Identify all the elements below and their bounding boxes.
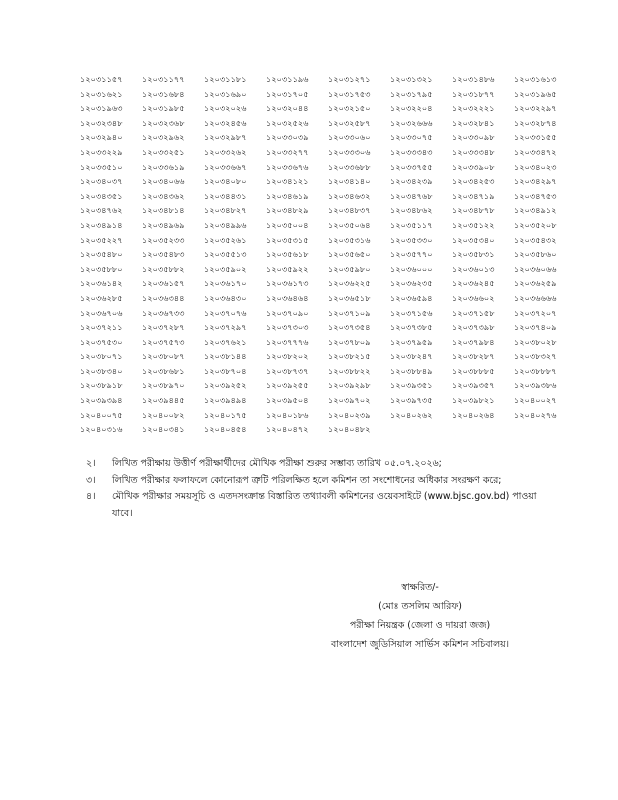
roll-number-cell: ১২০৩৮০৭১ [80,351,123,362]
roll-number-cell: ১২০৩২২০৪ [390,103,433,114]
roll-number-cell: ১২০৩৬০৬৬ [514,263,557,274]
table-row [80,262,576,277]
roll-number-cell: ১২০৩৫৮৮০ [80,263,123,274]
roll-number-cell: ১২০৩৩২৫১ [142,146,185,157]
roll-number-cell [452,422,514,437]
roll-number-cell: ১২০৩৪১২১ [266,176,309,187]
roll-number-cell: ১২০৩৮৮৮৭ [514,365,557,376]
roll-number-cell: ১২০৩৬৫১৮ [328,292,371,303]
roll-number-cell: ১২০৩৭১৫৮ [452,307,495,318]
roll-number-cell: ১২০৩৪৩৫১ [80,190,123,201]
roll-number-cell: ১২০৩৪৭৫৩ [514,190,557,201]
roll-number-cell: ১২০৩৫১২২ [452,219,495,230]
roll-number-cell: ১২০৩৩৬৮৮ [328,161,371,172]
roll-number-cell: ১২০৩৬৬০২ [452,292,495,303]
roll-number-cell: ১২০৩৪৭৬২ [80,205,123,216]
roll-number-cell: ১২০৩১৯৮৫ [142,103,185,114]
table-row [80,101,576,116]
roll-number-cell: ১২০৩৪০৩৭ [80,176,123,187]
table-row [80,408,576,423]
roll-number-cell: ১২০৩২৯৪০ [80,132,123,143]
roll-number-cell: ১২০৩২৯৬২ [142,132,185,143]
roll-number-cell: ১২০৩৯২৯৮ [328,380,371,391]
note-item [86,473,556,490]
roll-number-cell: ১২০৩৬৭৩৩ [142,307,185,318]
roll-number-cell: ১২০৩৪৯৯৬ [204,219,247,230]
note-item [86,456,556,473]
roll-number-cell: ১২০৩৫৭৭০ [390,249,433,260]
roll-number-cell: ১২০৩১১৭৭ [142,74,185,84]
roll-number-cell: ১২০৩৬০১৩ [452,263,495,274]
table-row [80,378,576,393]
roll-number-cell: ১২০৩৭১০৯ [328,307,371,318]
notes-section [86,456,556,522]
roll-number-cell: ১২০৩৮২৮৭ [452,351,495,362]
roll-number-cell: ১২০৩৪০৮০ [204,176,247,187]
roll-number-cell: ১২০৩২৬৬৬ [390,117,433,128]
roll-number-cell: ১২০৩৭২১১ [80,322,123,333]
roll-number-cell: ১২০৩৭১৫৬ [390,307,433,318]
roll-number-cell: ১২০৩৬০০০ [390,263,433,274]
roll-number-cell: ১২০৪০৩১৬ [80,424,123,435]
roll-number-cell: ১২০৩৭৯৫৯ [390,336,433,347]
roll-number-cell: ১২০৩২৩৪৮ [80,117,123,128]
table-row [80,349,576,364]
roll-number-cell: ১২০৩১১৯৬ [266,74,309,84]
table-row [80,247,576,262]
roll-number-cell: ১২০৩৫২৩৩ [142,234,185,245]
roll-number-cell: ১২০৩৫৪৮০ [80,249,123,260]
roll-number-cell: ১২০৩৮৮৪৯ [390,365,433,376]
roll-number-cell: ১২০৩৬৬৬৬ [514,292,557,303]
roll-number-cell: ১২০৩১৭৯৫ [390,88,433,99]
roll-number-cell: ১২০৩১৯৬৫ [514,88,557,99]
roll-number-cell: ১২০৩৮৩৪০ [80,365,123,376]
roll-number-cell: ১২০৪০০২৭ [514,395,557,406]
roll-number-cell: ১২০৩৮৩২৭ [514,351,557,362]
table-row [80,393,576,408]
roll-number-cell: ১২০৩৩৯০৮ [452,161,495,172]
roll-number-cell: ১২০৩১৩২১ [390,74,433,84]
roll-number-cell: ১২০৩৬১৪২ [80,278,123,289]
roll-number-cell: ১২০৩৮২৪৭ [390,351,433,362]
roll-number-cell: ১২০৩৮৭০৪ [204,365,247,376]
roll-number-cell: ১২০৩৫২২৭ [80,234,123,245]
roll-number-cell: ১২০৩৪৮২৭ [204,205,247,216]
roll-number-cell: ১২০৩৬১৭৩ [266,278,309,289]
roll-number-cell: ১২০৩১৬১৩ [514,74,557,84]
roll-number-cell: ১২০৩২৯৮৭ [204,132,247,143]
roll-number-cell: ১২০৩৫২৬১ [204,234,247,245]
signature-block [300,578,540,654]
roll-number-cell: ১২০৩৯২৫৫ [266,380,309,391]
roll-number-cell: ১২০৩৯৩৫৭ [452,380,495,391]
roll-number-cell: ১২০৩৫৬৫০ [328,249,371,260]
roll-number-cell: ১২০৩৭২৯৭ [204,322,247,333]
roll-number-cell: ১২০৩২৪৫৬ [204,117,247,128]
table-row [80,364,576,379]
roll-number-cell: ১২০৩৮৭৩৭ [266,365,309,376]
roll-number-cell: ১২০৩৩২২৯ [80,146,123,157]
roll-number-cell: ১২০৩৪৩৬২ [142,190,185,201]
roll-number-cell: ১২০৩৫৯২২ [266,263,309,274]
roll-number-cell: ১২০৩২২৯৭ [514,103,557,114]
roll-number-cell: ১২০৩৪১৪০ [328,176,371,187]
roll-number-cell: ১২০৩৬২৫৯ [514,278,557,289]
roll-number-cell: ১২০৩৪৭৬৮ [390,190,433,201]
table-row [80,87,576,102]
table-row [80,116,576,131]
roll-number-table-body [80,72,576,437]
roll-number-cell: ১২০৩৭০৯০ [266,307,309,318]
roll-number-cell: ১২০৩২১৫০ [328,103,371,114]
roll-number-cell: ১২০৩৫১১৭ [390,219,433,230]
table-row [80,291,576,306]
roll-number-cell: ১২০৩৩০৩৯ [266,132,309,143]
roll-number-cell: ১২০৪০০৮২ [142,409,185,420]
table-row [80,203,576,218]
roll-number-cell: ১২০৩৮৯১৮ [80,380,123,391]
roll-number-cell: ১২০৩৭৮০৯ [328,336,371,347]
roll-number-cell: ১২০৩৮০৮৭ [142,351,185,362]
roll-number-cell: ১২০৩৫৬১৮ [266,249,309,260]
roll-number-cell: ১২০৩৭৩৫৪ [328,322,371,333]
note-number: ৩। [86,474,96,486]
roll-number-cell: ১২০৩৭২৮৭ [142,322,185,333]
roll-number-cell: ১২০৩১৭৫৩ [328,88,371,99]
roll-number-cell: ১২০৩৪৭১৯ [452,190,495,201]
roll-number-cell: ১২০৩৫৯৮০ [328,263,371,274]
roll-number-cell: ১২০৩৩৩০৬ [328,146,371,157]
roll-number-cell: ১২০৩৪৯১৪ [80,219,123,230]
roll-number-cell: ১২০৩৭২০৭ [514,307,557,318]
table-row [80,306,576,321]
roll-number-cell: ১২০৩৫৩১৫ [266,234,309,245]
roll-number-cell: ১২০৩৬১৭০ [204,278,247,289]
roll-number-cell: ১২০৩৮৮৮৫ [452,365,495,376]
roll-number-cell: ১২০৩৪০৬৬ [142,176,185,187]
roll-number-cell: ১২০৩২৫৮৭ [328,117,371,128]
roll-number-cell: ১২০৪০১৮৬ [266,409,309,420]
roll-number-cell: ১২০৩৩১৫৫ [514,132,557,143]
roll-number-cell: ১২০৪০১৭৫ [204,409,247,420]
roll-number-cell: ১২০৩২৮৪১ [452,117,495,128]
roll-number-cell: ১২০৩৭৩০৩ [266,322,309,333]
roll-number-cell [514,422,576,437]
roll-number-cell: ১২০৩১২৭১ [328,74,371,84]
roll-number-cell: ১২০৩৩০৯৮ [452,132,495,143]
roll-number-cell: ১২০৩৪২৯৭ [514,176,557,187]
roll-number-cell: ১২০৩৫২০৮ [514,219,557,230]
roll-number-cell: ১২০৩৬৩৪৪ [142,292,185,303]
roll-number-cell: ১২০৩৫৪৩২ [514,234,557,245]
roll-number-cell: ১২০৩৫৩৩০ [390,234,433,245]
roll-number-cell: ১২০৩৫০৬৪ [328,219,371,230]
roll-number-cell: ১২০৩৬৪৩০ [204,292,247,303]
roll-number-cell: ১২০৩২৮৭৪ [514,117,557,128]
roll-number-cell: ১২০৩৫৫১৩ [204,249,247,260]
roll-number-cell: ১২০৩৪২৫৩ [452,176,495,187]
roll-number-cell: ১২০৩৪৬১৯ [266,190,309,201]
roll-number-cell: ১২০৩৩০৭৫ [390,132,433,143]
roll-number-cell: ১২০৩৩৪৭২ [514,146,557,157]
roll-number-cell: ১২০৩৮২১৫ [328,351,371,362]
signatory-office: বাংলাদেশ জুডিসিয়াল সার্ভিস কমিশন সচিবালয়। [331,639,509,650]
roll-number-cell: ১২০৩৪৮৩৭ [328,205,371,216]
roll-number-cell: ১২০৩৭৪০৯ [514,322,557,333]
roll-number-cell: ১২০৩৬২৪৫ [452,278,495,289]
roll-number-cell: ১২০৪০২৬২ [390,409,433,420]
roll-number-cell: ১২০৪০০৭৫ [80,409,123,420]
roll-number-cell: ১২০৩৩২৬২ [204,146,247,157]
table-row [80,233,576,248]
roll-number-cell: ১২০৩৯৪৪৫ [142,395,185,406]
roll-number-cell: ১২০৩৯৩৯৪ [80,395,123,406]
roll-number-cell: ১২০৩২৩৬৮ [142,117,185,128]
roll-number-cell: ১২০৩২২২১ [452,103,495,114]
roll-number-cell: ১২০৩৪৮২৯ [266,205,309,216]
roll-number-cell: ১২০৩১৭০৫ [266,88,309,99]
table-row [80,145,576,160]
roll-number-cell: ১২০৩৮০২৮ [514,336,557,347]
roll-number-cell: ১২০৩৭৭৭৬ [266,336,309,347]
roll-number-cell: ১২০৩৭৩৮৫ [390,322,433,333]
roll-number-cell: ১২০৩৯৪৯৪ [204,395,247,406]
roll-number-cell: ১২০৩২০৪৪ [266,103,309,114]
roll-number-cell: ১২০৩৯৫০৪ [266,395,309,406]
roll-number-cell: ১২০৩৯৭০২ [328,395,371,406]
roll-number-cell: ১২০৩৭৬২১ [204,336,247,347]
roll-number-cell: ১২০৩৭৩৯৮ [452,322,495,333]
roll-number-cell: ১২০৩৯৩৫১ [390,380,433,391]
roll-number-cell [390,422,452,437]
roll-number-cell: ১২০৩৪৯৬৯ [142,219,185,230]
table-row [80,320,576,335]
roll-number-cell: ১২০৩১৮৭৭ [452,88,495,99]
roll-number-cell: ১২০৩৯২৫২ [204,380,247,391]
roll-number-cell: ১২০৩৪৬৩২ [328,190,371,201]
table-row [80,160,576,175]
table-row [80,335,576,350]
roll-number-cell: ১২০৩১১৫৭ [80,74,123,84]
roll-number-cell: ১২০৩৩৬৭৬ [266,161,309,172]
roll-number-cell: ১২০৩৩৩৪৮ [452,146,495,157]
roll-number-cell: ১২০৩৬২২৫ [328,278,371,289]
roll-number-cell: ১২০৩৪২৩৯ [390,176,433,187]
roll-number-cell: ১২০৩৭৫৭৩ [142,336,185,347]
roll-number-cell: ১২০৩৪৮৭৮ [452,205,495,216]
roll-number-cell: ১২০৩৩৬১৯ [142,161,185,172]
roll-number-cell: ১২০৩৩৬৬৭ [204,161,247,172]
roll-number-cell: ১২০৩৫৯০২ [204,263,247,274]
roll-number-cell: ১২০৩৬৫৯৪ [390,292,433,303]
roll-number-cell: ১২০৩৭৯৮৪ [452,336,495,347]
roll-number-cell: ১২০৩৪০২৩ [514,161,557,172]
table-row [80,72,576,87]
roll-number-cell: ১২০৩১৬৯০ [204,88,247,99]
table-row [80,276,576,291]
roll-number-cell: ১২০৩৪৪৩১ [204,190,247,201]
roll-number-cell: ১২০৩৪৯১২ [514,205,557,216]
note-text: লিখিত পরীক্ষার ফলাফলে কোনোরূপ ত্রুটি পরিলক্ষিত হলে কমিশন তা সংশোধনের অধিকার সংরক্ষণ করে; [112,474,502,486]
note-item [86,489,556,522]
roll-number-cell: ১২০৩১১৮১ [204,74,247,84]
roll-number-cell: ১২০৩৪৮১৪ [142,205,185,216]
signed-mark: স্বাক্ষরিত/- [401,582,439,593]
roll-number-cell: ১২০৩৮৯৭০ [142,380,185,391]
roll-number-cell: ১২০৪০৩৪১ [142,424,185,435]
roll-number-cell: ১২০৩৯৮২১ [452,395,495,406]
note-text: লিখিত পরীক্ষায় উত্তীর্ণ পরীক্ষার্থীদের মৌখিক পরীক্ষা শুরুর সম্ভাব্য তারিখ ০৫.০৭.২০২৬; [112,458,442,469]
roll-number-cell: ১২০৩২০২৬ [204,103,247,114]
roll-number-cell: ১২০৩৭৫৩০ [80,336,123,347]
table-row [80,189,576,204]
roll-number-cell: ১২০৩১৪৮৬ [452,74,495,84]
roll-number-cell: ১২০৩৯৩৮৬ [514,380,557,391]
roll-number-cell: ১২০৩৪৮৬২ [390,205,433,216]
table-row [80,130,576,145]
roll-number-cell: ১২০৪০৪৫৪ [204,424,247,435]
roll-number-cell: ১২০৩৬৭০৬ [80,307,123,318]
roll-number-cell: ১২০৩৭০৭৬ [204,307,247,318]
roll-number-cell: ১২০৩১৬৮৪ [142,88,185,99]
roll-number-cell: ১২০৪০৪৭২ [266,424,309,435]
note-number: ৪। [86,491,96,502]
roll-number-cell: ১২০৩৫৮৮২ [142,263,185,274]
signatory-name: (মোঃ তসলিম আরিফ) [378,601,462,612]
roll-number-cell: ১২০৩৫৩৪০ [452,234,495,245]
roll-number-cell: ১২০৩৩৫১০ [80,161,123,172]
roll-number-cell: ১২০৩৫৪৮৩ [142,249,185,260]
roll-number-cell: ১২০৪০৪৮২ [328,424,371,435]
roll-number-cell: ১২০৩৫০০৪ [266,219,309,230]
note-number: ২। [86,458,96,469]
note-text: মৌখিক পরীক্ষার সময়সূচি ও এতদসংক্রান্ত বিস্তারিত তথ্যাবলী কমিশনের ওয়েবসাইটে (www.bjsc.gov.bd) পাওয়া যাবে। [112,491,537,519]
roll-number-cell: ১২০৩৬৪৬৪ [266,292,309,303]
roll-number-cell: ১২০৩৮৮২২ [328,365,371,376]
roll-number-cell: ১২০৩২৫২৬ [266,117,309,128]
roll-number-cell: ১২০৩৩৭৫৫ [390,161,433,172]
roll-number-cell: ১২০৩৫৮৩১ [452,249,495,260]
roll-number-cell: ১২০৪০২৬৪ [452,409,495,420]
table-row [80,422,576,437]
roll-number-cell: ১২০৩৮৬৮১ [142,365,185,376]
roll-number-cell: ১২০৩৮২০২ [266,351,309,362]
roll-number-cell: ১২০৩৫৮৬০ [514,249,557,260]
roll-number-cell: ১২০৩৬২৩৫ [390,278,433,289]
roll-number-cell: ১২০৩৩২৭৭ [266,146,309,157]
table-row [80,218,576,233]
roll-number-cell: ১২০৪০২৭৬ [514,409,557,420]
roll-number-cell: ১২০৩৬১৫৭ [142,278,185,289]
roll-number-cell: ১২০৩৩০৬০ [328,132,371,143]
roll-number-cell: ১২০৩৫৩১৬ [328,234,371,245]
roll-number-cell: ১২০৩১৬২১ [80,88,123,99]
roll-number-cell: ১২০৪০২৩৯ [328,409,371,420]
roll-number-table [80,72,576,437]
roll-number-cell: ১২০৩১৯৬৩ [80,103,123,114]
table-row [80,174,576,189]
roll-number-cell: ১২০৩৬২৮৫ [80,292,123,303]
roll-number-cell: ১২০৩৯৭৩৫ [390,395,433,406]
roll-number-cell: ১২০৩৩৩৪৩ [390,146,433,157]
roll-number-cell: ১২০৩৮১৪৪ [204,351,247,362]
signatory-designation: পরীক্ষা নিয়ন্ত্রক (জেলা ও দায়রা জজ) [349,620,491,631]
